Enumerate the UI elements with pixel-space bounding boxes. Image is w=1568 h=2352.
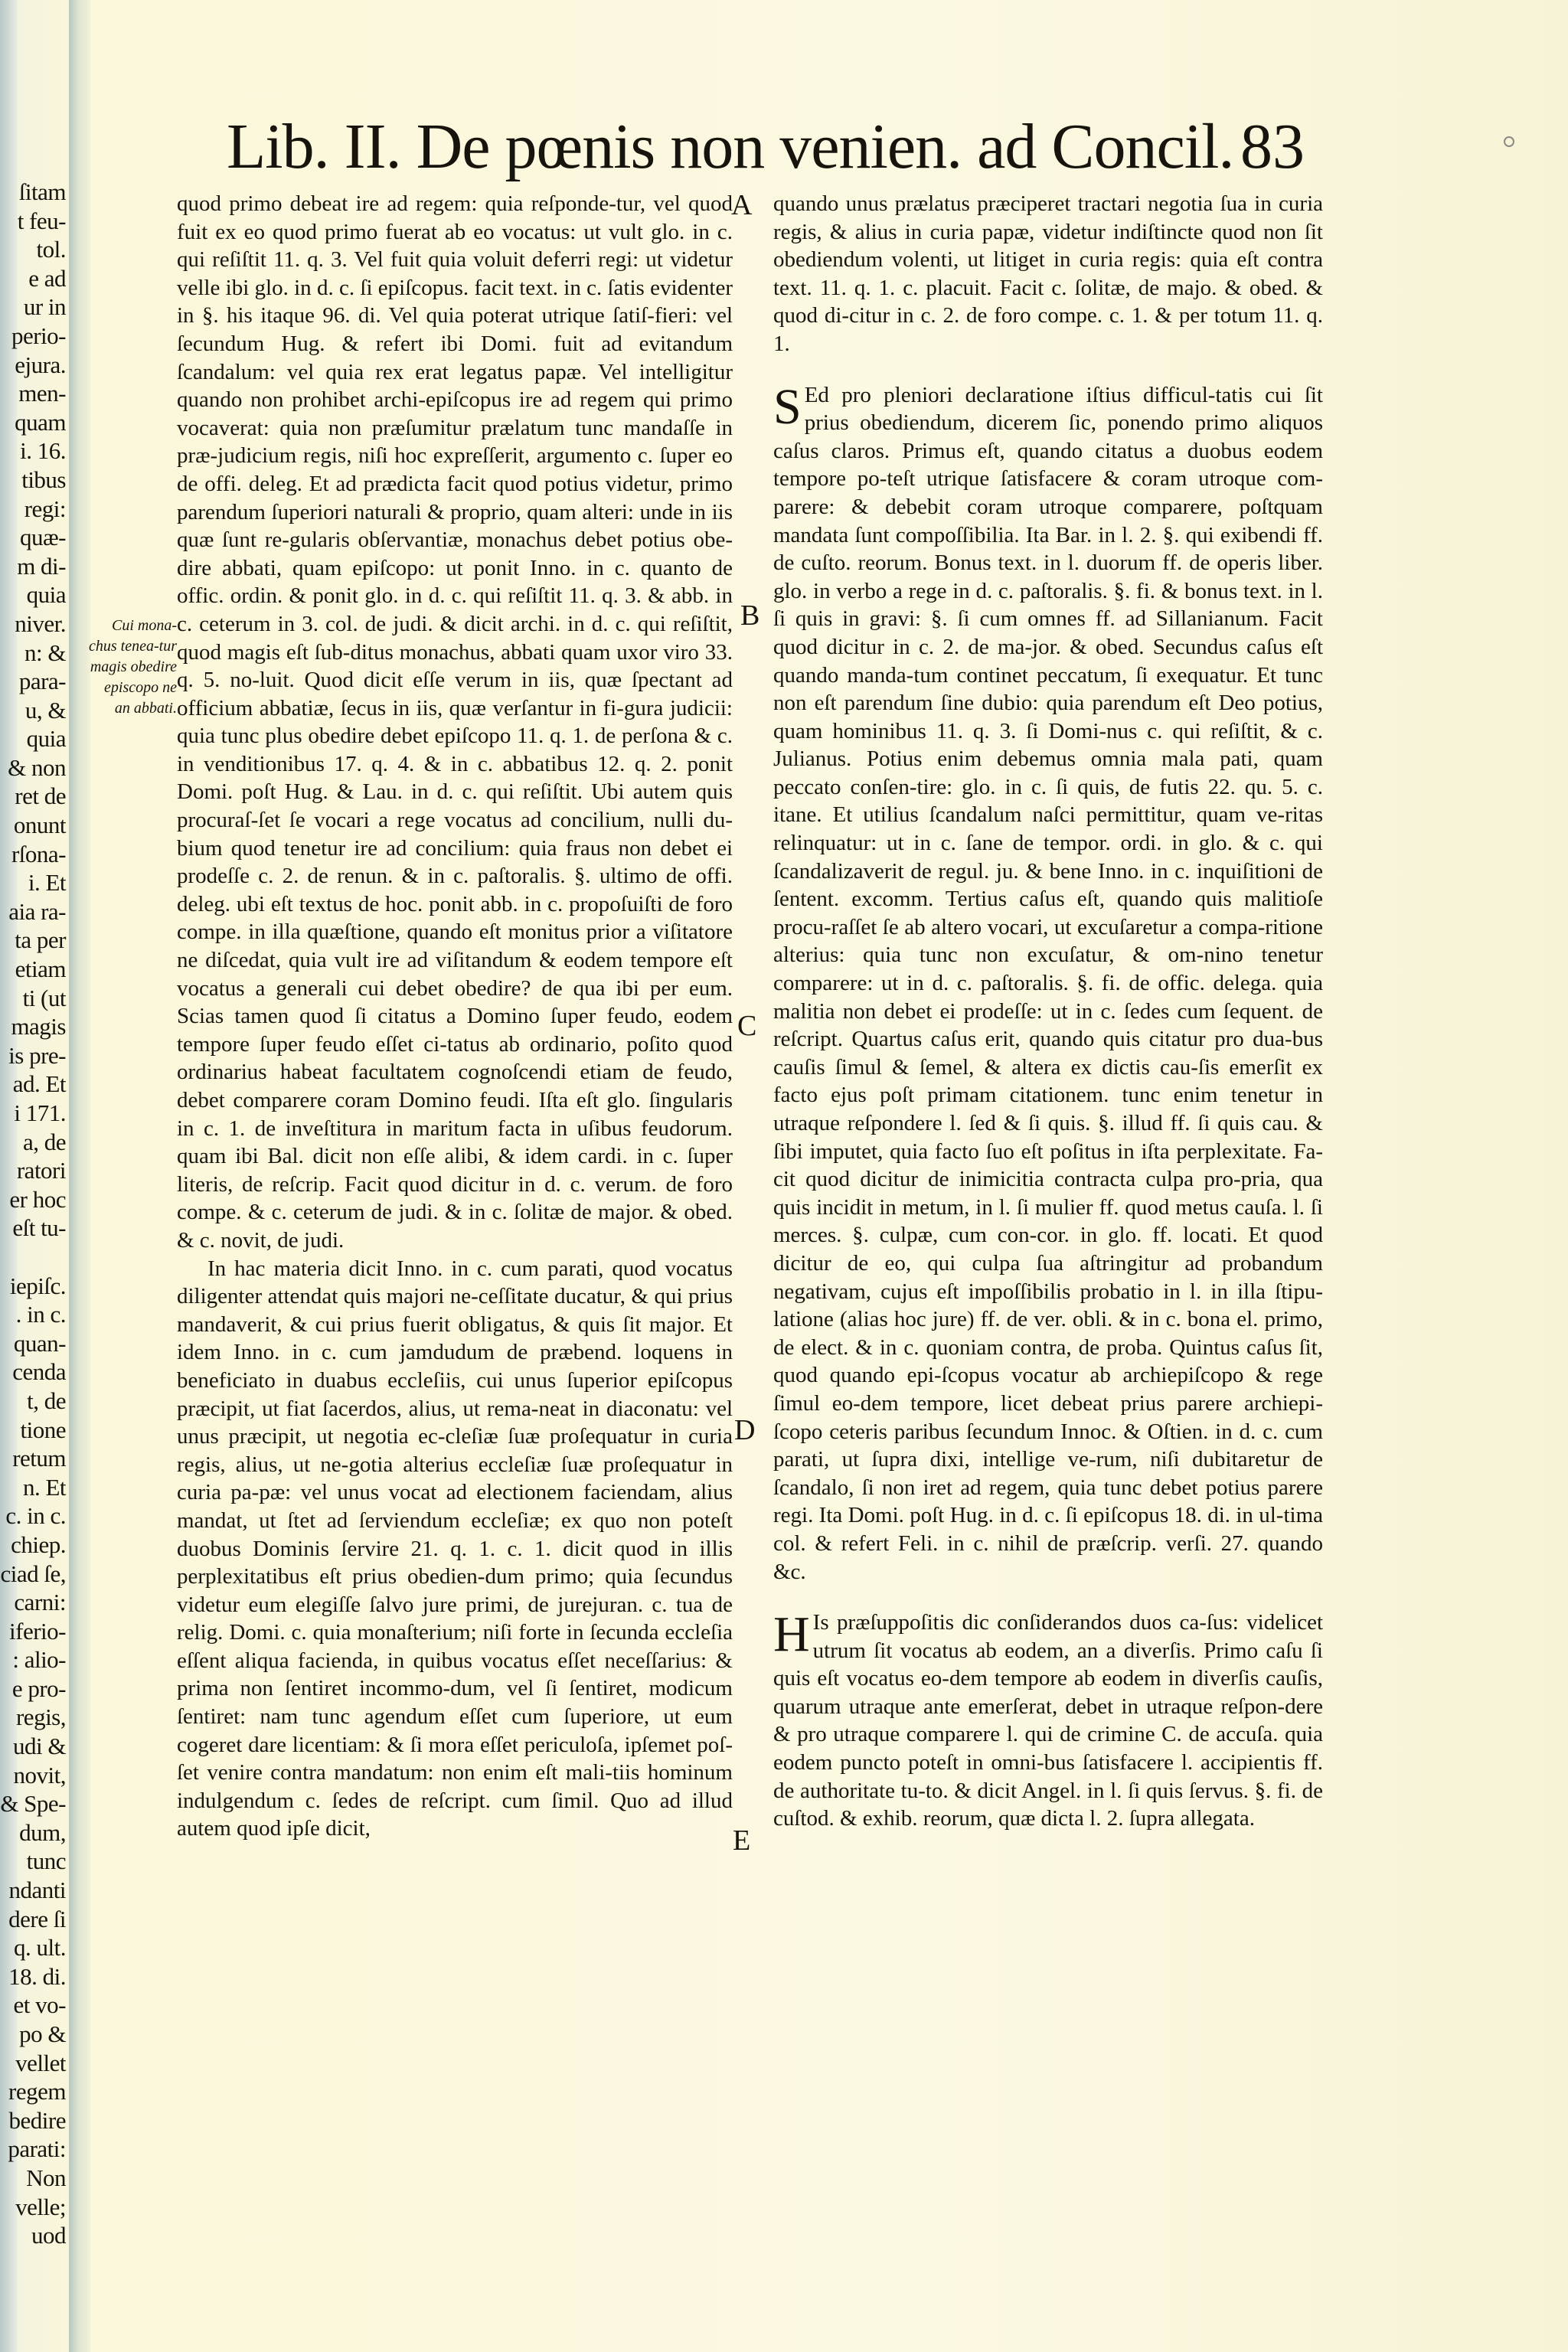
facing-page-line bbox=[0, 1243, 66, 1272]
facing-page-line: novit, bbox=[13, 1761, 66, 1788]
paragraph: In hac materia dicit Inno. in c. cum parati, quod vocatus diligenter attendat quis majori ne-ceſſitate ducatur, & qui prius mandaverit, & cui prius fuerit obligatus, & quis ſit major. Et idem Inno. in c. cum jamdudum de præbend. loquens in beneficiato in duabus eccleſiis, cui unus ſuperior epiſcopus præcipit, ut fiat ſacerdos, alius, ut rema-neat in diaconatu: vel unus præcipit, ut negotia ec-cleſiæ ſuæ proſequatur in curia regis, alius, ut ne-gotia alterius eccleſiæ ſuæ proſequatur in curia pa-pæ: vel unus vocat ad electionem faciendam, alius mandat, ut ſtet ad ſerviendum eccleſiæ; ex quo non poteſt duobus Dominis ſervire 21. q. 1. c. 1. dicit quod in illis perplexitatibus eſt prius obedien-dum primo; quia ſecundus videtur eum elegiſſe ſalvo jure primi, de jurejuran. c. tua de relig. Domi. c. quia monaſterium; niſi forte in ſecunda eccleſia eſſent aliqua facienda, in quibus vocatus eſſet neceſſarius: & prima non ſentiret incommo-dum, vel ſi ſentiret, modicum ſentiret: nam tunc agendum eſſet cum ſuperiore, ut eum cogeret dare licentiam: & ſi mora eſſet periculoſa, ipſemet poſ-ſet venire contra mandatum: non enim eſt mali-tiis hominum indulgendum c. ſedes de reſcript. cum ſimil. Quo ad illud autem quod ipſe dicit, bbox=[177, 1256, 733, 1841]
facing-page-line: : alio- bbox=[12, 1646, 66, 1674]
drop-cap: H bbox=[773, 1606, 810, 1663]
facing-page-line: dum, bbox=[19, 1818, 66, 1846]
facing-page-line: & Spe- bbox=[0, 1790, 66, 1818]
facing-page-line: et vo- bbox=[13, 1991, 66, 2019]
facing-page-line: regem bbox=[8, 2078, 66, 2105]
facing-page-line: aia ra- bbox=[8, 897, 66, 925]
facing-page-line: ta per bbox=[15, 926, 66, 954]
running-head: Lib. II. De pœnis non venien. ad Concil. bbox=[227, 111, 1234, 182]
facing-page-line: rſona- bbox=[11, 840, 66, 867]
facing-page-line: onunt bbox=[13, 812, 66, 839]
facing-page-line: ciad ſe, bbox=[0, 1560, 66, 1587]
facing-page-line: po & bbox=[19, 2020, 66, 2047]
facing-page-line: iferio- bbox=[9, 1617, 66, 1645]
facing-page-line: quia bbox=[26, 725, 66, 753]
left-text-column bbox=[177, 190, 733, 1843]
paragraph: quando unus prælatus præciperet tractari negotia ſua in curia regis, & alius in curia papæ, videtur indiſtincte quod non ſit obediendum volenti, ut litiget in curia regis: quia eſt contra text. 11. q. 1. c. placuit. Facit c. ſolitæ, de majo. & obed. & quod di-citur in c. 2. de foro compe. c. 1. & per totum 11. q. 1. bbox=[773, 191, 1323, 356]
facing-page-line: i. Et bbox=[28, 869, 66, 897]
facing-page-line: tibus bbox=[21, 466, 66, 493]
paragraph: quod primo debeat ire ad regem: quia reſponde-tur, vel quod fuit ex eo quod primo fuerat ab eo vocatus: ut vult glo. in c. qui reſiſtit 11. q. 3. Vel fuit quia voluit deferri regi: ut videtur velle ibi glo. in d. c. ſi epiſcopus. facit text. in c. ſatis evidenter in §. his itaque 96. di. Vel quia poterat utrique ſatiſ-fieri: vel ſecundum Hug. & refert ibi Domi. fuit ad evitandum ſcandalum: vel quia rex erat legatus papæ. Vel intelligitur quando non prohibet archi-epiſcopus ire ad regem qui primo vocaverat: quia non præſumitur prælatum tunc mandaſſe in præ-judicium regis, niſi hoc expreſſerit, argumento c. ſuper eo de offi. deleg. Et ad prædicta facit quod potius videtur, primo parendum ſuperiori naturali & proprio, quam alteri: unde in iis quæ ſunt re-gularis obſervantiæ, monachus debet potius obe-dire abbati, quam epiſcopo: ut ponit Inno. in c. quanto de offic. ordin. & ponit glo. in d. c. qui reſiſtit 11. q. 3. & abb. in c. ceterum in 3. col. de judi. & dicit archi. in d. c. qui reſiſtit, quod magis eſt ſub-ditus monachus, abbati quam uxor viro 33. q. 5. no-luit. Quod dicit eſſe verum in iis, quæ ſpectant ad officium abbatiæ, ſecus in iis, quæ verſantur in fi-gura judicii: quia tunc plus obedire debet epiſcopo 11. q. 1. de perſona & c. in venditionibus 17. q. 4. & in c. abbatibus 12. q. 2. ponit Domi. poſt Hug. & Lau. in d. c. qui reſiſtit. Ubi autem quis procuraſ-ſet ſe vocari a rege vocatus ad concilium, nulli du-bium quod tenetur ire ad concilium: quia fraus non debet ei prodeſſe c. 2. de renun. & in c. paſtoralis. §. ultimo de offi. deleg. ubi eſt textus de hoc. ponit abb. in c. propoſuiſti de foro compe. in illa quæſtione, quando eſt monitus prior a viſitatore ne diſcedat, quia vult ire ad viſitandum & eodem tempore eſt vocatus a generali cui debet obedire? de qua ibi per eum. Scias tamen quod ſi citatus a Domino ſuper feudo, eodem tempore ſuper feudo eſſet ci-tatus ab ordinario, poſito quod ordinarius habeat facultatem cognoſcendi etiam de feudo, debet comparere coram Domino feudi. Iſta eſt glo. ſingularis in c. 1. de inveſtitura in maritum facta in uſibus feudorum. quam ibi Bal. dicit non eſſe alibi, & idem cardi. in c. ſuper literis, de reſcrip. Facit quod dicitur in d. c. verum. de foro compe. & c. ceterum de judi. & in c. ſolitæ de major. & obed. & c. novit, de judi. bbox=[177, 191, 733, 1253]
facing-page-line: niver. bbox=[15, 609, 66, 637]
facing-page-line: perio- bbox=[11, 322, 66, 349]
facing-page-line: dere ſi bbox=[8, 1905, 66, 1932]
facing-page-line: vellet bbox=[15, 2049, 66, 2076]
facing-page-line: u, & bbox=[24, 696, 66, 724]
facing-page-line: chiep. bbox=[11, 1530, 66, 1558]
facing-page-line: n: & bbox=[24, 639, 66, 666]
section-marker-e: E bbox=[733, 1824, 751, 1857]
facing-page-line: e pro- bbox=[11, 1674, 66, 1702]
marginal-note: Cui mona-chus tenea-tur magis obedire episcopo ne an abbati. bbox=[89, 617, 177, 717]
facing-page-line: quan- bbox=[13, 1329, 66, 1357]
facing-page-line: tol. bbox=[36, 236, 66, 263]
section-marker-a: A bbox=[731, 189, 753, 221]
right-text-column bbox=[773, 190, 1323, 1833]
facing-page-line: magis bbox=[11, 1013, 66, 1040]
facing-page-line: n. Et bbox=[22, 1473, 66, 1501]
facing-page-line: ur in bbox=[23, 293, 66, 321]
facing-page-line: er hoc bbox=[9, 1185, 66, 1213]
facing-page-line: c. in c. bbox=[5, 1502, 66, 1530]
facing-page-line: i. 16. bbox=[20, 437, 66, 465]
facing-page-line: t feu- bbox=[17, 207, 66, 234]
facing-page-line: Non bbox=[26, 2164, 66, 2191]
facing-page-line: quia bbox=[26, 581, 66, 609]
page-number: 83 bbox=[1240, 111, 1305, 182]
facing-page-line: q. ult. bbox=[14, 1934, 66, 1962]
facing-page-line: i 171. bbox=[14, 1099, 66, 1126]
paragraph-text: Is præſuppoſitis dic conſiderandos duos ca-ſus: videlicet utrum ſit vocatus ab eodem, an a diverſis. Primo caſu ſi quis eſt vocatus eo-dem tempore ab eodem in diverſis cauſis, quarum utraque ante emerſerat, debet in utraque reſpon-dere & pro utraque comparere l. qui de crimine C. de accuſa. quia eodem puncto poteſt in omni-bus ſatisfacere l. accipientis ff. de authoritate tu-to. & dicit Angel. in l. ſi quis ſervus. §. fi. de cuſtod. & exhib. reorum, quæ dicta l. 2. ſupra allegata. bbox=[773, 1610, 1323, 1831]
margin-dot-mark bbox=[1504, 136, 1514, 147]
facing-page-line: ndanti bbox=[8, 1877, 66, 1904]
facing-page-line: bedire bbox=[8, 2106, 66, 2134]
facing-page-line: ad. Et bbox=[12, 1070, 66, 1098]
paragraph bbox=[773, 1606, 1323, 1833]
facing-page-line: 18. di. bbox=[8, 1962, 66, 1990]
facing-page-line: parati: bbox=[8, 2135, 66, 2163]
drop-cap: S bbox=[773, 378, 802, 435]
facing-page-line: regis, bbox=[15, 1704, 66, 1731]
facing-page-line: ratori bbox=[16, 1157, 66, 1184]
paragraph bbox=[773, 378, 1323, 1586]
facing-page-line: . in c. bbox=[15, 1301, 66, 1328]
paragraph-text: Ed pro pleniori declaratione iſtius difficul-tatis cui ſit prius obediendum, dicerem ſic, ponendo primo aliquos caſus claros. Primus eſt, quando citatus a duobus eodem tempore po-teſt utrique ſatisfacere & coram utroque com-parere: & debebit coram utroque comparere, poſtquam mandata ſunt compoſſibilia. Ita Bar. in l. 2. §. qui exibendi ff. de cuſto. reorum. Bonus text. in l. duorum ff. de operis liber. glo. in verbo a rege in d. c. paſtoralis. §. fi. & bonus text. in l. ſi quis in gravi: §. ſi cum omnes ff. ad Sillanianum. Facit quod dicitur in c. 2. de ma-jor. & obed. Secundus caſus eſt quando manda-tum continet peccatum, ſi exequatur. Et tunc non eſt parendum ſine dubio: quia parendum eſt Deo potius, quam hominibus 11. q. 3. ſi Domi-nus c. qui reſiſtit, & c. Julianus. Potius enim debemus omnia mala pati, quam peccato conſen-tire: glo. in c. ſi quis, de futis 22. qu. 5. c. itane. Et utilius ſcandalum naſci permittitur, quam ve-ritas relinquatur: ut in c. ſane de tempor. ordi. in glo. & c. qui ſcandalizaverit de regul. ju. & bene Inno. in c. inquiſitioni de ſentent. excomm. Tertius caſus eſt, quando quis malitioſe procu-raſſet ſe ab altero vocari, ut excuſaretur a compa-ritione alterius: quia tunc non excuſatur, & om-nino tenetur comparere: ut in d. c. paſtoralis. §. fi. de offic. delega. quia malitia non debet ei prodeſſe: ut in c. ſedes cum ſequent. de reſcript. Quartus caſus erit, quando quis citatur pro dua-bus cauſis ſimul & ſemel, & altera ex dictis cau-ſis emerſit ex facto ejus poſt primam citationem. tunc enim tenetur in utraque reſpondere l. ſed & ſi quis. §. illud ff. ſi quis cau. & ſibi imputet, quia facto ſuo eſt poſitus in iſta perplexitate. Fa-cit quod dicitur de inimicitia contracta culpa pro-pria, qua quis incidit in metum, in l. ſi mulier ff. quod metus cauſa. l. ſi merces. §. culpæ, cum con-cor. in glo. ff. locati. Et quod dicitur de eo, qui culpa ſua aſtringitur ad probandum negativam, cujus eſt impoſſibilis probatio in l. in illa ſtipu-latione (alias hoc jure) ff. de ver. obli. & in c. bona el. primo, de elect. & in c. quoniam contra, de proba. Quintus caſus ſit, quod quando epi-ſcopus vocatur ab archiepiſcopo & rege ſimul eo-dem tempore, licet debeat prius parere archiepi-ſcopo ceteris paribus ſecundum Innoc. & Oſtien. in d. c. cum parati, ut ſupra dixi, intellige ve-rum, niſi dubitaretur de ſcandalo, ſi non iret ad regem, quia tunc debet potius parere regi. Ita Domi. poſt Hug. in d. c. ſi epiſcopus 18. di. in ul-tima col. & refert Feli. in c. nihil de præſcrip. verſi. 27. quando &c. bbox=[773, 382, 1323, 1584]
facing-page-line: udi & bbox=[13, 1733, 66, 1760]
facing-page-line: a, de bbox=[22, 1128, 66, 1155]
facing-page-line: ret de bbox=[15, 782, 66, 810]
facing-page-line: ſitam bbox=[18, 178, 66, 205]
facing-page-line: eſt tu- bbox=[12, 1214, 66, 1242]
facing-page-line: cenda bbox=[12, 1358, 66, 1386]
section-marker-c: C bbox=[737, 1010, 757, 1042]
facing-page-line: retum bbox=[12, 1445, 66, 1472]
facing-page-line: is pre- bbox=[8, 1041, 66, 1069]
facing-page-line: ejura. bbox=[15, 351, 66, 378]
facing-page-line: etiam bbox=[15, 956, 66, 983]
section-marker-b: B bbox=[740, 599, 760, 632]
facing-page-line: quam bbox=[15, 408, 66, 436]
facing-page-line: ti (ut bbox=[22, 984, 66, 1011]
facing-page-line: men- bbox=[18, 380, 66, 407]
facing-page-line: regi: bbox=[24, 495, 66, 522]
facing-page-line: quæ- bbox=[20, 524, 66, 551]
facing-page-line: tione bbox=[20, 1416, 66, 1443]
facing-page-line: carni: bbox=[14, 1589, 66, 1616]
facing-page-line: & non bbox=[8, 753, 66, 781]
facing-page-line: tunc bbox=[26, 1847, 66, 1875]
facing-page-line: para- bbox=[18, 668, 66, 695]
section-marker-d: D bbox=[734, 1414, 756, 1446]
facing-page-line: velle; bbox=[15, 2193, 66, 2220]
page-gutter bbox=[69, 0, 90, 2352]
facing-page-line: iepiſc. bbox=[9, 1272, 66, 1299]
facing-page-line: m di- bbox=[17, 552, 66, 580]
facing-page-fragment bbox=[0, 178, 66, 2249]
facing-page-line: t, de bbox=[27, 1387, 66, 1414]
facing-page-line: uod bbox=[31, 2222, 66, 2249]
facing-page-line: e ad bbox=[28, 264, 66, 292]
